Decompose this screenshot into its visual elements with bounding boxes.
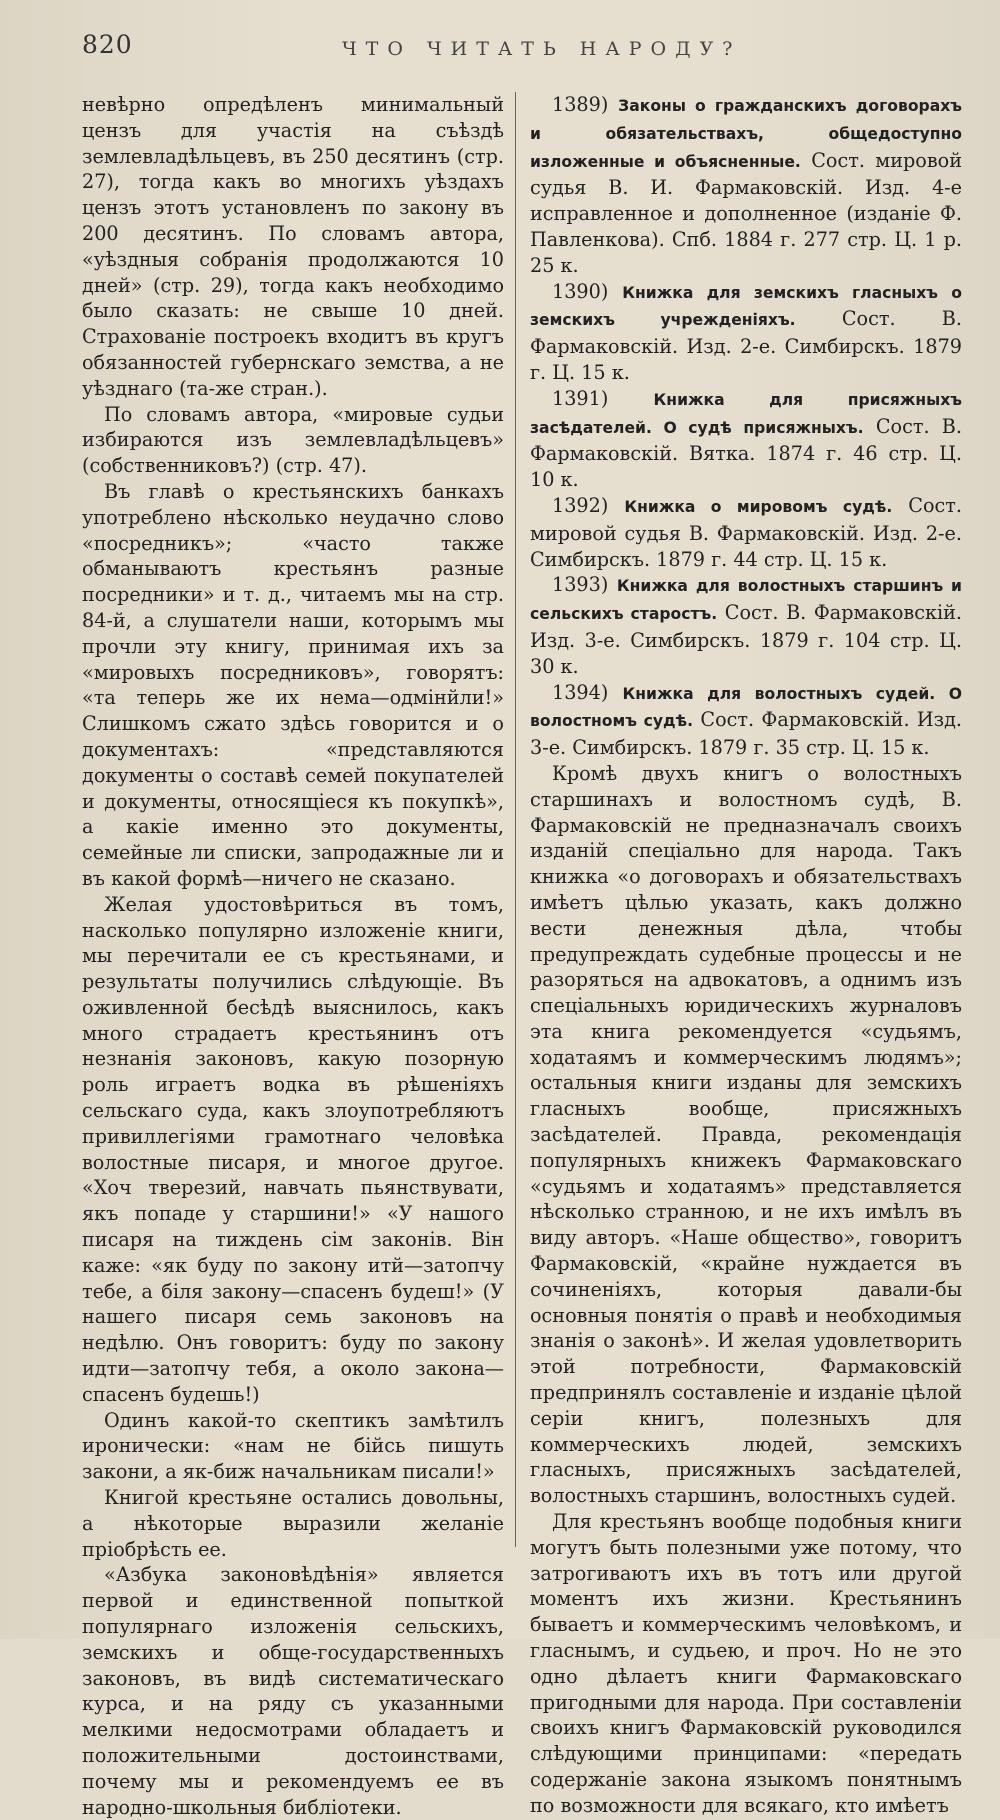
entry-details: Сост. Фармаковскій. Изд. 3-е. Симбирскъ. 1879 г. 35 стр. Ц. 15 к. xyxy=(530,708,963,760)
bibliography-entry xyxy=(530,386,962,493)
entry-number: 1391) xyxy=(552,386,609,410)
paragraph: По словамъ автора, «мировые судьи избираются изъ землевладѣльцевъ» (собственниковъ?) (стр. 47). xyxy=(82,402,504,478)
page-header xyxy=(82,30,960,70)
paragraph: невѣрно опредѣленъ минимальный цензъ для участія на съѣздѣ землевладѣльцевъ, въ 250 десятинъ (стр. 27), тогда какъ во многихъ уѣздахъ цензъ этотъ установленъ по закону въ 200 десятинъ. По словамъ автора, «уѣздныя собранія продолжаются 10 дней» (стр. 29), тогда какъ необходимо было сказать: не свыше 10 дней. Страхованіе построекъ входитъ въ кругъ обязанностей губернскаго земства, а не уѣзднаго (та-же стран.). xyxy=(82,93,504,400)
entry-title: Законы о гражданскихъ договорахъ и обязательствахъ, общедоступно изложенные и объясненные. xyxy=(530,97,962,171)
entry-title: Книжка для земскихъ гласныхъ о земскихъ учрежденіяхъ. xyxy=(530,283,962,330)
paragraph: Одинъ какой-то скептикъ замѣтилъ иронически: «нам не бійсь пишуть закони, а як-биж начальникам писали!» xyxy=(82,1408,504,1484)
entry-details: Сост. мировой судья В. И. Фармаковскій. Изд. 4-е исправленное и дополненное (изданіе Ф. Павленкова). Спб. 1884 г. 277 стр. Ц. 1 р. 25 к. xyxy=(530,148,962,277)
bibliography-entry xyxy=(530,279,962,386)
right-column xyxy=(530,92,962,1819)
entry-details: Сост. В. Фармаковскій. Изд. 3-е. Симбирскъ. 1879 г. 104 стр. Ц. 30 к. xyxy=(530,601,962,678)
entry-details: Сост. В. Фармаковскій. Изд. 2-е. Симбирскъ. 1879 г. Ц. 15 к. xyxy=(530,307,962,384)
bibliography-entry xyxy=(530,493,962,572)
paragraph: Въ главѣ о крестьянскихъ банкахъ употреблено нѣсколько неудачно слово «посредникъ»; «часто также обманываютъ крестьянъ разные посредники» и т. д., читаемъ мы на стр. 84-й, а слушатели наши, которымъ мы прочли эту книгу, принимая ихъ за «мировыхъ посредниковъ», говорятъ: «та теперь же их нема—одмінйли!» Слишкомъ сжато здѣсь говорится и о документахъ: «представляются документы о составѣ семей покупателей и документы, относящіеся къ покупкѣ», а какіе именно это документы, семейные ли списки, запродажные ли и въ какой формѣ—ничего не сказано. xyxy=(82,479,504,890)
entry-number: 1390) xyxy=(552,279,609,303)
paragraph: Для крестьянъ вообще подобныя книги могутъ быть полезными уже потому, что затрогиваютъ ихъ въ тотъ или другой моментъ ихъ жизни. Крестьянинъ бываетъ и коммерческимъ человѣкомъ, и гласнымъ, и судьею, и проч. Но не это одно дѣлаетъ книги Фармаковскаго пригодными для народа. При составленіи своихъ книгъ Фармаковскій руководился слѣдующими принципами: «передать содержаніе закона языкомъ понятнымъ по возможности для всякаго, кто имѣетъ xyxy=(530,1510,962,1817)
paragraph: Желая удостовѣриться въ томъ, насколько популярно изложеніе книги, мы перечитали ее съ крестьянами, и результаты получились слѣдующіе. Въ оживленной бесѣдѣ выяснилось, какъ много страдаетъ крестьянинъ отъ незнанія законовъ, какую позорную роль играетъ водка въ рѣшеніяхъ сельскаго суда, какъ злоупотребляютъ привиллегіями грамотнаго человѣка волостные писаря, и многое другое. «Хоч тверезий, навчать пьянствувати, якъ попаде у старшини!» «У нашого писаря на тиждень сім законів. Він каже: «як буду по закону итй—затопчу тебе, а біля закону—спасенъ будеш!» (У нашего писаря семь законовъ на недѣлю. Онъ говоритъ: буду по закону идти—затопчу тебя, а около закона—спасенъ будешь!) xyxy=(82,892,504,1406)
bibliography-entry xyxy=(530,680,962,761)
entry-title: Книжка для волостныхъ судей. О волостномъ судѣ. xyxy=(530,684,962,731)
paragraph: Книгой крестьяне остались довольны, а нѣкоторые выразили желаніе пріобрѣсть ее. xyxy=(82,1486,504,1561)
column-divider xyxy=(515,92,516,1547)
running-title: ЧТО ЧИТАТЬ НАРОДУ? xyxy=(342,38,742,60)
entry-details: Сост. В. Фармаковскій. Вятка. 1874 г. 46 стр. Ц. 10 к. xyxy=(530,414,962,492)
entry-title: Книжка для волостныхъ старшинъ и сельскихъ старостъ. xyxy=(530,577,962,624)
bibliography-entry xyxy=(530,92,962,279)
entry-number: 1392) xyxy=(552,493,609,517)
entry-title: Книжка для присяжныхъ засѣдателей. О судѣ присяжныхъ. xyxy=(530,390,962,437)
paragraph: Кромѣ двухъ книгъ о волостныхъ старшинахъ и волостномъ судѣ, В. Фармаковскій не предназначалъ своихъ изданій спеціально для народа. Такъ книжка «о договорахъ и обязательствахъ имѣетъ цѣлью указать, какъ должно вести денежныя дѣла, чтобы предупреждать судебные процессы и не разоряться на адвокатовъ, а однимъ изъ спеціальныхъ юридическихъ журналовъ эта книга рекомендуется «судьямъ, ходатаямъ и коммерческимъ людямъ»; остальныя книги изданы для земскихъ гласныхъ вообще, присяжныхъ засѣдателей. Правда, рекомендація популярныхъ книжекъ Фармаковскаго «судьямъ и ходатаямъ» представляется нѣсколько странною, и не ихъ имѣлъ въ виду авторъ. «Наше общество», говоритъ Фармаковскій, «крайне нуждается въ сочиненіяхъ, которыя давали-бы основныя понятія о правѣ и необходимыя знанія о законѣ». И желая удовлетворить этой потребности, Фармаковскій предпринялъ составленіе и изданіе цѣлой серіи книгъ, полезныхъ для коммерческихъ людей, земскихъ гласныхъ, присяжныхъ засѣдателей, волостныхъ старшинъ, волостныхъ судей. xyxy=(530,761,962,1508)
entry-number: 1394) xyxy=(552,680,609,704)
entry-number: 1389) xyxy=(552,93,609,116)
entry-number: 1393) xyxy=(552,573,609,597)
paragraph: «Азбука законовѣдѣнія» является первой и единственной попыткой популярнаго изложенія сельскихъ, земскихъ и обще-государственныхъ законовъ, въ видѣ систематическаго курса, и на ряду съ указанными мелкими недосмотрами обладаетъ и положительными достоинствами, почему мы и рекомендуемъ ее въ народно-школьныя библіотеки. xyxy=(82,1563,504,1819)
entry-details: Сост. мировой судья В. Фармаковскій. Изд. 2-е. Симбирскъ. 1879 г. 44 стр. Ц. 15 к. xyxy=(530,493,962,571)
bibliography-entry xyxy=(530,572,962,679)
page-number: 820 xyxy=(82,30,133,59)
left-column xyxy=(82,92,504,1820)
entry-title: Книжка о мировомъ судѣ. xyxy=(624,497,893,516)
